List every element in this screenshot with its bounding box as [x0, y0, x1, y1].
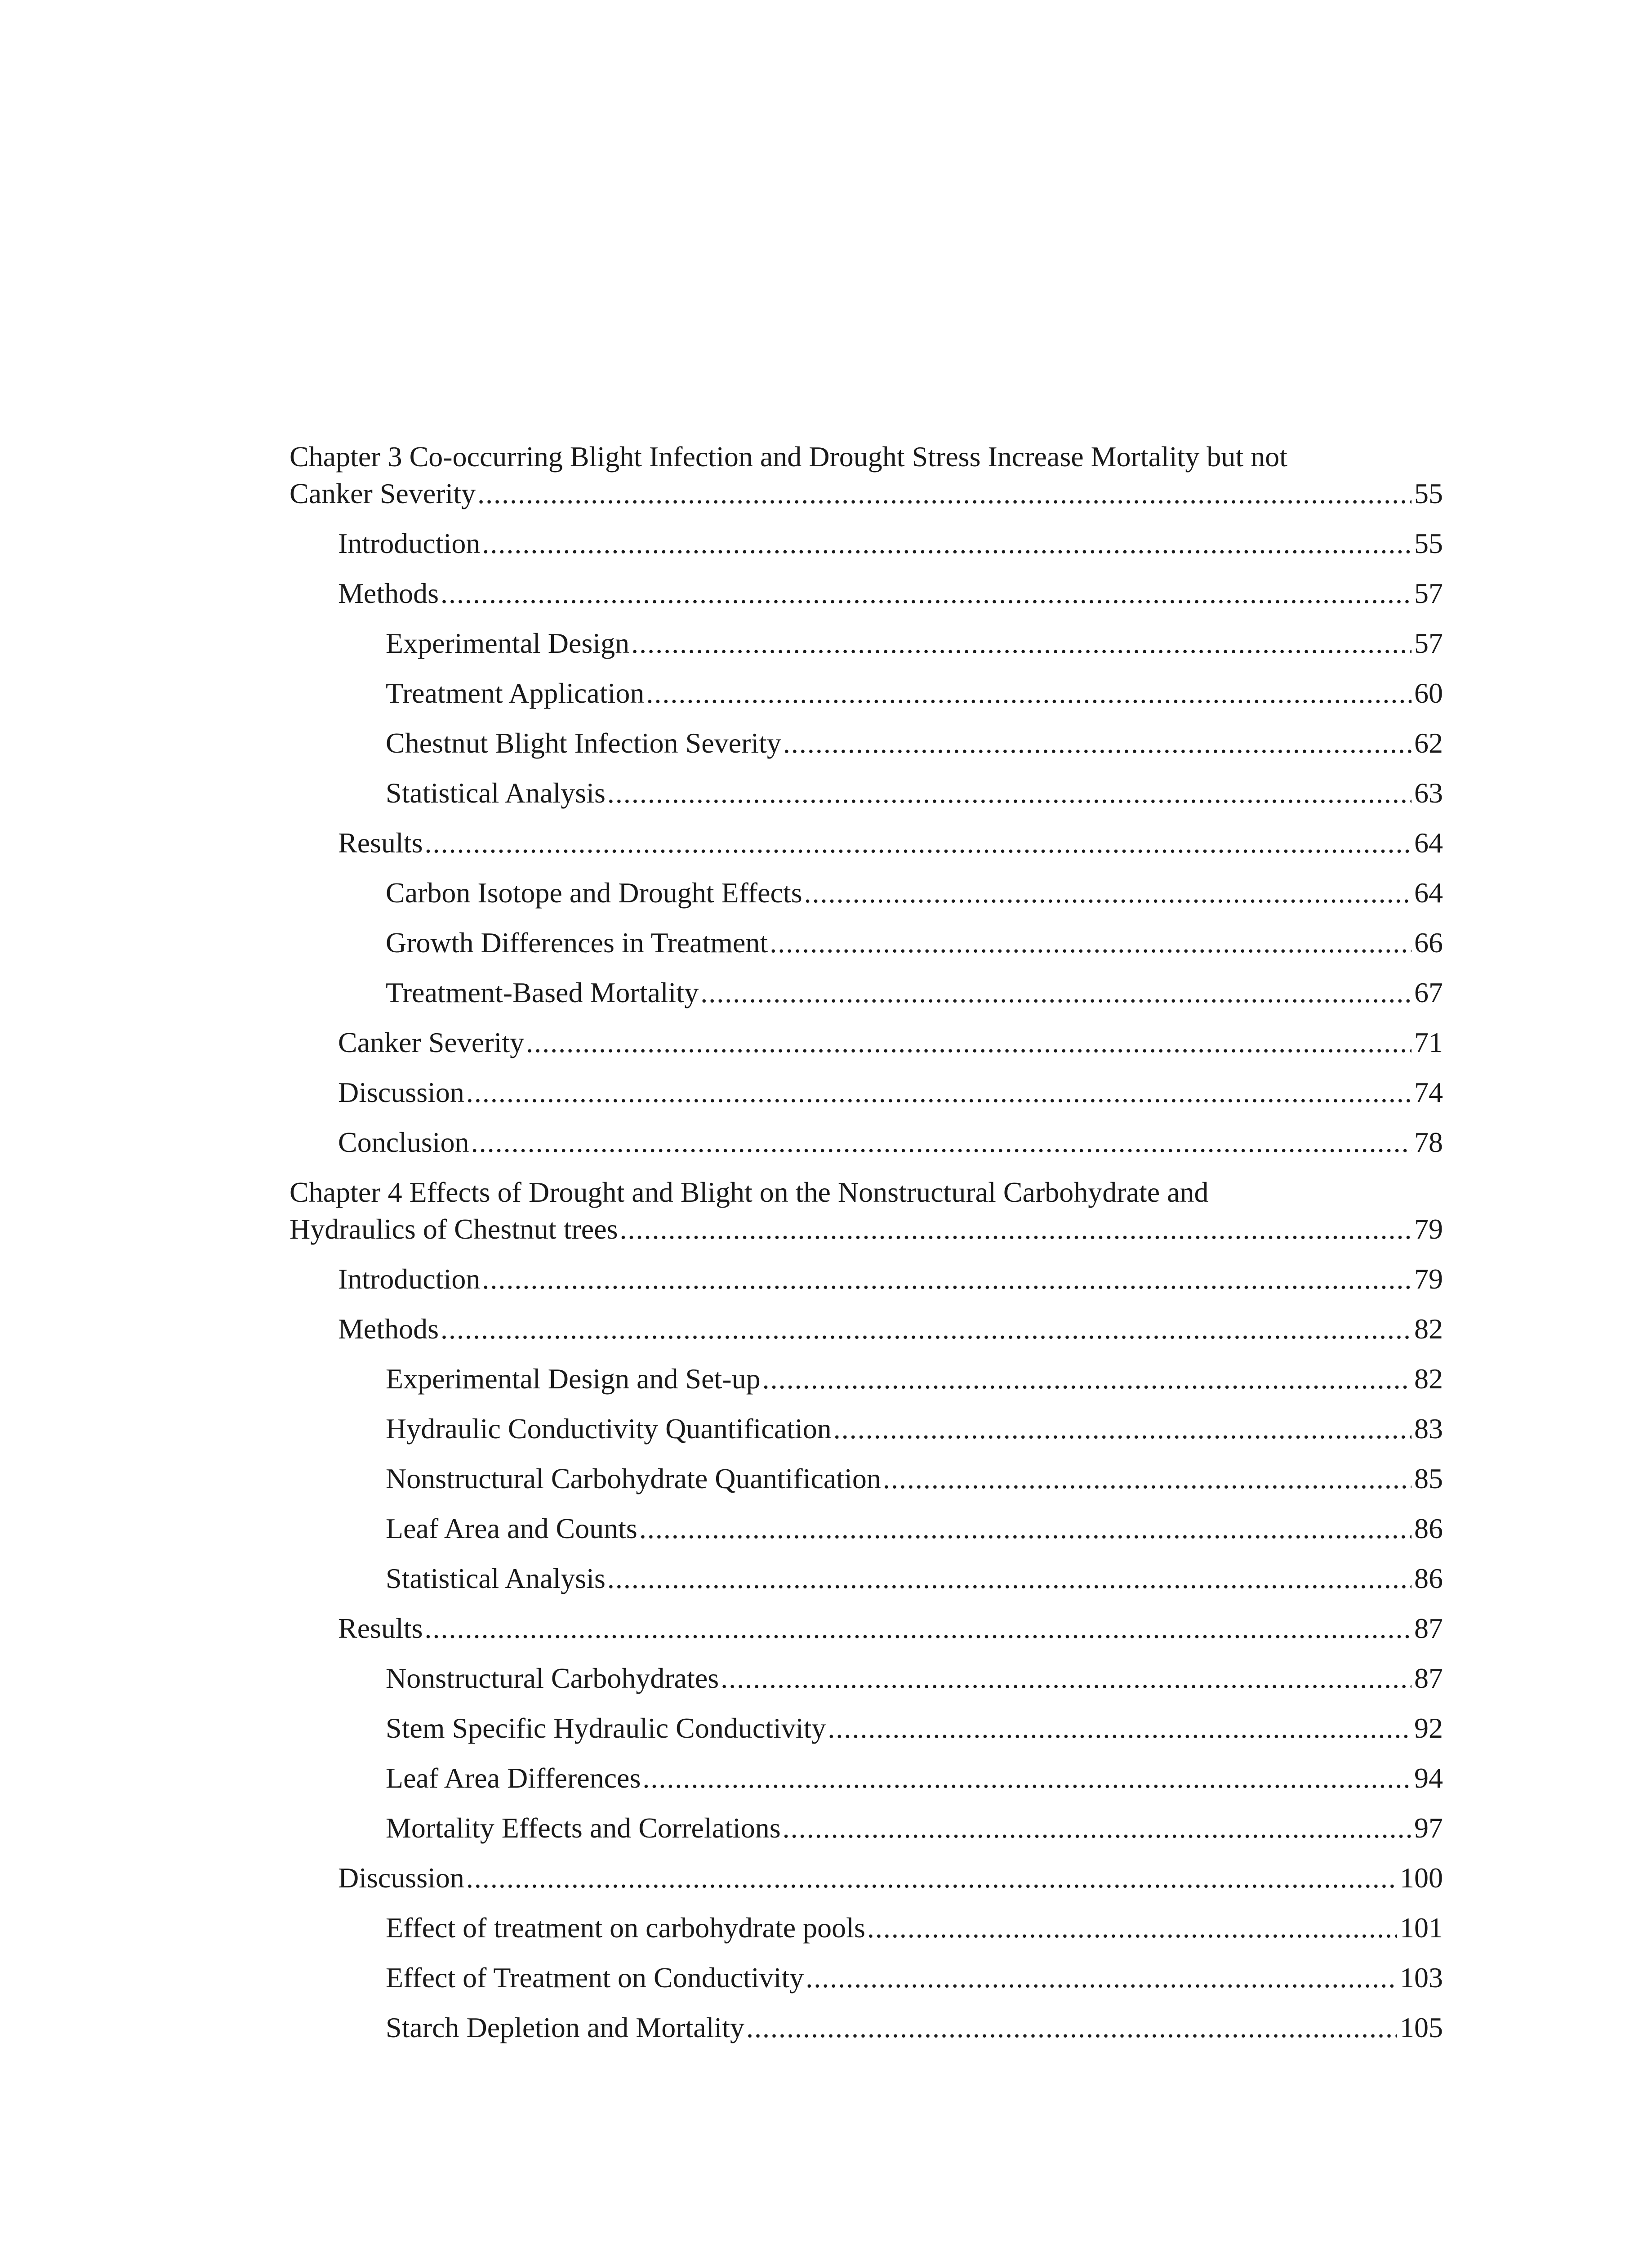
toc-entry-title: Nonstructural Carbohydrates	[386, 1662, 719, 1694]
dot-leader	[646, 675, 1412, 712]
toc-entry-line	[289, 825, 1443, 861]
toc-entry[interactable]	[289, 725, 1443, 762]
toc-page-number: 79	[1414, 1263, 1443, 1295]
toc-entry-title: Chestnut Blight Infection Severity	[386, 727, 781, 759]
toc-page-number: 64	[1414, 877, 1443, 909]
toc-page-number: 66	[1414, 927, 1443, 959]
toc-page-number: 82	[1414, 1313, 1443, 1345]
toc-entry-title: Hydraulic Conductivity Quantification	[386, 1413, 832, 1445]
toc-entry-title: Experimental Design	[386, 627, 630, 659]
toc-entry[interactable]	[289, 1124, 1443, 1161]
toc-entry-title: Conclusion	[338, 1126, 469, 1158]
dot-leader	[721, 1660, 1412, 1697]
toc-entry[interactable]	[289, 1074, 1443, 1111]
toc-page-number: 87	[1414, 1662, 1443, 1694]
toc-entry-title: Leaf Area and Counts	[386, 1512, 637, 1544]
dot-leader	[466, 1074, 1412, 1111]
toc-chapter-title-line: Chapter 4 Effects of Drought and Blight on the Nonstructural Carbohydrate and	[289, 1176, 1209, 1208]
toc-page-number: 64	[1414, 827, 1443, 859]
toc-entry-title: Introduction	[338, 527, 481, 559]
toc-entry[interactable]	[289, 1810, 1443, 1847]
dot-leader	[828, 1710, 1412, 1747]
toc-entry-title: Leaf Area Differences	[386, 1762, 641, 1794]
dot-leader	[631, 625, 1412, 662]
toc-entry-title: Discussion	[338, 1862, 464, 1894]
toc-entry-line	[289, 1860, 1443, 1896]
dot-leader	[471, 1124, 1412, 1161]
toc-entry[interactable]	[289, 1560, 1443, 1597]
dot-leader	[424, 1610, 1412, 1647]
toc-entry-line	[289, 2009, 1443, 2046]
dot-leader	[639, 1510, 1412, 1547]
toc-page-number: 87	[1414, 1612, 1443, 1644]
toc-entry[interactable]	[289, 1660, 1443, 1697]
toc-entry[interactable]	[289, 525, 1443, 562]
toc-entry-title: Results	[338, 1612, 423, 1644]
toc-entry[interactable]	[289, 675, 1443, 712]
toc-entry[interactable]	[289, 1860, 1443, 1896]
toc-entry-line	[289, 1510, 1443, 1547]
toc-page-number: 71	[1414, 1026, 1443, 1058]
dot-leader	[867, 1909, 1397, 1946]
toc-entry[interactable]	[289, 1311, 1443, 1347]
toc-entry-line	[289, 1560, 1443, 1597]
toc-page-number: 57	[1414, 577, 1443, 609]
toc-entry[interactable]	[289, 1024, 1443, 1061]
toc-entry-title: Statistical Analysis	[386, 1562, 606, 1594]
toc-entry-title: Methods	[338, 1313, 439, 1345]
toc-page-number: 55	[1414, 477, 1443, 509]
toc-entry-line	[289, 675, 1443, 712]
toc-entry-title: Nonstructural Carbohydrate Quantification	[386, 1463, 881, 1494]
toc-entry[interactable]	[289, 1360, 1443, 1397]
dot-leader	[833, 1410, 1412, 1447]
dot-leader	[477, 475, 1412, 512]
dot-leader	[883, 1460, 1412, 1497]
dot-leader	[482, 525, 1412, 562]
toc-entry-line	[289, 525, 1443, 562]
toc-entry-title: Introduction	[338, 1263, 481, 1295]
dot-leader	[607, 1560, 1412, 1597]
toc-page-number: 103	[1400, 1962, 1443, 1994]
toc-entry[interactable]	[289, 1710, 1443, 1747]
toc-page-number: 74	[1414, 1076, 1443, 1108]
dot-leader	[441, 575, 1412, 612]
toc-entry[interactable]	[289, 1760, 1443, 1797]
toc-page-number: 63	[1414, 777, 1443, 809]
dot-leader	[642, 1760, 1412, 1797]
toc-entry-title: Canker Severity	[289, 477, 476, 509]
toc-entry-title: Carbon Isotope and Drought Effects	[386, 877, 802, 909]
dot-leader	[762, 1360, 1412, 1397]
toc-entry-title: Experimental Design and Set-up	[386, 1363, 761, 1395]
toc-page-number: 62	[1414, 727, 1443, 759]
toc-entry-title: Stem Specific Hydraulic Conductivity	[386, 1712, 826, 1744]
toc-entry-line	[289, 874, 1443, 911]
toc-page-number: 57	[1414, 627, 1443, 659]
toc-entry-line	[289, 1460, 1443, 1497]
toc-entry[interactable]	[289, 1610, 1443, 1647]
dot-leader	[424, 825, 1412, 861]
toc-entry-line	[289, 1959, 1443, 1996]
toc-chapter-title-line: Chapter 3 Co-occurring Blight Infection and Drought Stress Increase Mortality but not	[289, 441, 1287, 473]
table-of-contents	[289, 438, 1443, 2059]
toc-entry-line	[289, 1660, 1443, 1697]
toc-entry-title: Effect of Treatment on Conductivity	[386, 1962, 804, 1994]
dot-leader	[482, 1261, 1412, 1298]
dot-leader	[441, 1311, 1412, 1347]
toc-entry[interactable]	[289, 625, 1443, 662]
toc-entry-line	[289, 725, 1443, 762]
toc-entry-title: Statistical Analysis	[386, 777, 606, 809]
toc-page-number: 82	[1414, 1363, 1443, 1395]
dot-leader	[746, 2009, 1397, 2046]
toc-entry-title: Discussion	[338, 1076, 464, 1108]
toc-page-number: 97	[1414, 1812, 1443, 1844]
toc-entry-line	[289, 775, 1443, 812]
toc-entry[interactable]	[289, 775, 1443, 812]
toc-chapter-entry[interactable]	[289, 1174, 1443, 1248]
toc-entry-line	[289, 924, 1443, 961]
dot-leader	[526, 1024, 1412, 1061]
dot-leader	[620, 1211, 1412, 1248]
toc-entry-line	[289, 475, 1443, 512]
toc-page-number: 86	[1414, 1512, 1443, 1544]
toc-entry[interactable]	[289, 974, 1443, 1011]
dot-leader	[783, 725, 1412, 762]
dot-leader	[806, 1959, 1397, 1996]
toc-entry-title: Hydraulics of Chestnut trees	[289, 1213, 618, 1245]
toc-page-number: 94	[1414, 1762, 1443, 1794]
toc-entry[interactable]	[289, 825, 1443, 861]
toc-entry-line	[289, 1410, 1443, 1447]
toc-page-number: 67	[1414, 977, 1443, 1008]
toc-entry-line	[289, 625, 1443, 662]
toc-entry-line	[289, 1211, 1443, 1248]
toc-page-number: 101	[1400, 1912, 1443, 1944]
toc-entry-line	[289, 1124, 1443, 1161]
toc-page-number: 79	[1414, 1213, 1443, 1245]
toc-entry[interactable]	[289, 924, 1443, 961]
toc-entry-line	[289, 1610, 1443, 1647]
dot-leader	[783, 1810, 1412, 1847]
toc-entry-line	[289, 1074, 1443, 1111]
toc-entry-line	[289, 1909, 1443, 1946]
dot-leader	[700, 974, 1412, 1011]
toc-page-number: 78	[1414, 1126, 1443, 1158]
toc-entry-line	[289, 1261, 1443, 1298]
toc-entry-line	[289, 575, 1443, 612]
toc-entry-title: Treatment Application	[386, 677, 645, 709]
toc-entry[interactable]	[289, 874, 1443, 911]
toc-entry[interactable]	[289, 1510, 1443, 1547]
toc-entry-line	[289, 974, 1443, 1011]
toc-page-number: 105	[1400, 2012, 1443, 2043]
toc-entry-title: Growth Differences in Treatment	[386, 927, 768, 959]
toc-entry-title: Canker Severity	[338, 1026, 525, 1058]
toc-entry[interactable]	[289, 1410, 1443, 1447]
toc-page-number: 83	[1414, 1413, 1443, 1445]
toc-entry-title: Methods	[338, 577, 439, 609]
toc-page-number: 55	[1414, 527, 1443, 559]
toc-page-number: 86	[1414, 1562, 1443, 1594]
toc-entry[interactable]	[289, 1959, 1443, 1996]
toc-entry-line	[289, 1710, 1443, 1747]
toc-page-number: 92	[1414, 1712, 1443, 1744]
toc-entry-title: Mortality Effects and Correlations	[386, 1812, 781, 1844]
dot-leader	[770, 924, 1412, 961]
toc-entry-line	[289, 1760, 1443, 1797]
toc-entry-title: Starch Depletion and Mortality	[386, 2012, 745, 2043]
toc-entry-line	[289, 1810, 1443, 1847]
toc-entry[interactable]	[289, 1909, 1443, 1946]
toc-entry-line	[289, 1024, 1443, 1061]
toc-chapter-entry[interactable]	[289, 438, 1443, 512]
toc-entry[interactable]	[289, 1460, 1443, 1497]
toc-page-number: 60	[1414, 677, 1443, 709]
toc-page-number: 85	[1414, 1463, 1443, 1494]
toc-page-number: 100	[1400, 1862, 1443, 1894]
toc-entry[interactable]	[289, 575, 1443, 612]
dot-leader	[607, 775, 1412, 812]
toc-entry-title: Effect of treatment on carbohydrate pools	[386, 1912, 865, 1944]
toc-entry[interactable]	[289, 1261, 1443, 1298]
toc-entry-title: Results	[338, 827, 423, 859]
toc-entry[interactable]	[289, 2009, 1443, 2046]
toc-entry-line	[289, 1311, 1443, 1347]
dot-leader	[804, 874, 1412, 911]
toc-entry-line	[289, 1360, 1443, 1397]
dot-leader	[466, 1860, 1397, 1896]
toc-entry-title: Treatment-Based Mortality	[386, 977, 699, 1008]
